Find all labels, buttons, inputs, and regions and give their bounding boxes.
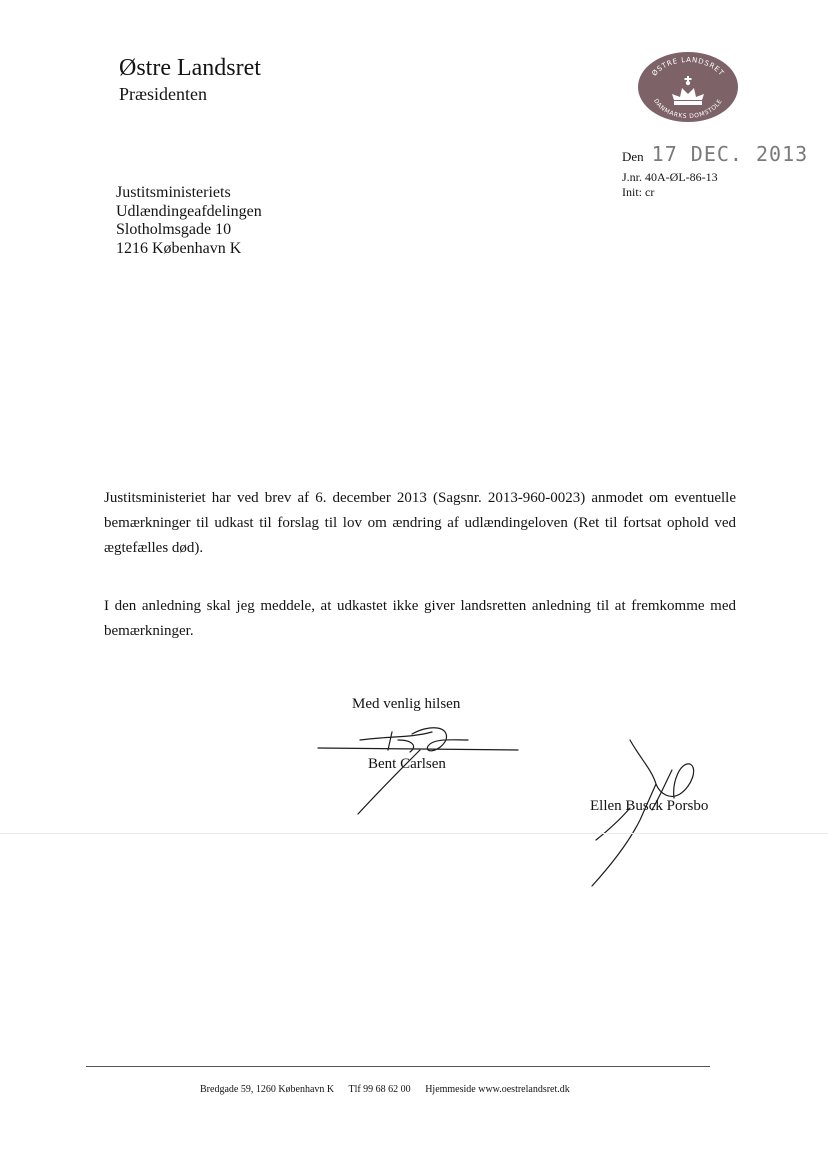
- signatory-name-1: Bent Carlsen: [368, 756, 446, 772]
- footer-phone: Tlf 99 68 62 00: [348, 1084, 411, 1095]
- court-subtitle: Præsidenten: [119, 84, 207, 104]
- date-stamp: 17 DEC. 2013: [651, 142, 809, 166]
- closing-greeting: Med venlig hilsen: [352, 696, 461, 712]
- date-label: Den: [622, 149, 644, 164]
- recipient-line: Udlændingeafdelingen: [116, 202, 262, 220]
- signatory-name-2: Ellen Busck Porsbo: [590, 798, 709, 814]
- recipient-address: [116, 184, 262, 258]
- initials: Init: cr: [622, 185, 655, 199]
- journal-number: J.nr. 40A-ØL-86-13: [622, 170, 718, 184]
- footer: [200, 1084, 582, 1095]
- body-paragraph-1: Justitsministeriet har ved brev af 6. december 2013 (Sagsnr. 2013-960-0023) anmodet om eventuelle bemærkninger til udkast til forslag til lov om ændring af udlændingeloven (Ret til fortsat ophold ved ægtefælles død).: [104, 490, 736, 556]
- footer-address: Bredgade 59, 1260 København K: [200, 1084, 335, 1095]
- seal-top-text: ØSTRE LANDSRET: [650, 55, 726, 78]
- court-seal: [636, 50, 740, 124]
- date-line: [622, 142, 808, 166]
- body-paragraph-2: I den anledning skal jeg meddele, at udkastet ikke giver landsretten anledning til at fremkomme med bemærkninger.: [104, 598, 736, 639]
- fold-line: [0, 833, 828, 834]
- court-name: Østre Landsret: [119, 55, 261, 81]
- recipient-line: Slotholmsgade 10: [116, 221, 232, 238]
- recipient-line: 1216 København K: [116, 239, 242, 257]
- footer-divider: [86, 1066, 710, 1067]
- seal-bottom-text: DANMARKS DOMSTOLE: [652, 97, 724, 121]
- footer-website: Hjemmeside www.oestrelandsret.dk: [425, 1084, 570, 1095]
- recipient-line: Justitsministeriets: [116, 184, 231, 201]
